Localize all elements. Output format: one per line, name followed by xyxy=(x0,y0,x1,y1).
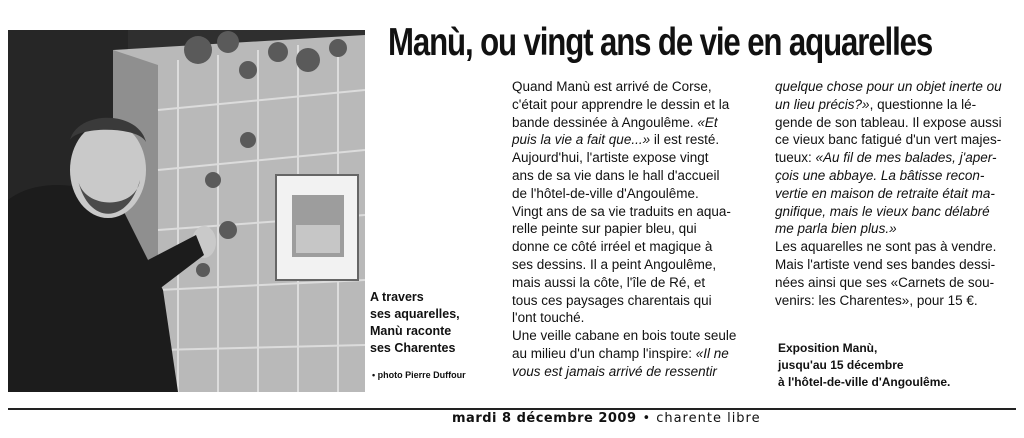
footer-separator: • xyxy=(642,411,651,426)
article-text-line: donne ce côté irréel et magique à xyxy=(512,239,713,255)
photo-caption xyxy=(370,289,500,357)
article-text-line: gende de son tableau. Il expose aussi xyxy=(775,114,1002,130)
info-line: jusqu'au 15 décembre xyxy=(778,358,904,372)
article-headline: Manù, ou vingt ans de vie en aquarelles xyxy=(388,21,933,64)
article-text-line: Aujourd'hui, l'artiste expose vingt xyxy=(512,150,709,166)
article-text-line: tueux: «Au fil de mes balades, j'aper- xyxy=(775,150,997,166)
article-text-line: Mais l'artiste vend ses bandes dessi- xyxy=(775,256,996,272)
photo-illustration xyxy=(8,30,365,392)
article-text-line: vous est jamais arrivé de ressentir xyxy=(512,363,717,379)
article-text-line: bande dessinée à Angoulême. «Et xyxy=(512,114,718,130)
article-text-line: gnifique, mais le vieux banc délabré xyxy=(775,203,990,219)
issue-date: mardi 8 décembre 2009 xyxy=(452,411,637,426)
article-text-line: de l'hôtel-de-ville d'Angoulême. xyxy=(512,185,699,201)
article-text-line: nées ainsi que ses «Carnets de sou- xyxy=(775,274,995,290)
article-text-line: Quand Manù est arrivé de Corse, xyxy=(512,79,712,94)
article-text-line: Vingt ans de sa vie traduits en aqua- xyxy=(512,203,731,219)
article-text-line: ans de sa vie dans le hall d'accueil xyxy=(512,167,720,183)
article-text-line: c'était pour apprendre le dessin et la xyxy=(512,96,730,112)
article-text-line: puis la vie a fait que...» il est resté. xyxy=(512,132,720,148)
caption-line: ses Charentes xyxy=(370,341,456,355)
article-text-line: Les aquarelles ne sont pas à vendre. xyxy=(775,239,997,255)
newspaper-name: charente libre xyxy=(656,411,761,426)
caption-line: Manù raconte xyxy=(370,324,452,338)
article-text-line: mais aussi la côte, l'île de Ré, et xyxy=(512,274,706,290)
article-text-line: ce vieux banc fatigué d'un vert majes- xyxy=(775,132,1002,148)
footer-rule xyxy=(8,408,1016,410)
article-text-line: quelque chose pour un objet inerte ou xyxy=(775,79,1002,94)
info-line: Exposition Manù, xyxy=(778,341,878,355)
article-column-1 xyxy=(512,78,752,381)
exhibition-info xyxy=(778,340,950,391)
info-line: à l'hôtel-de-ville d'Angoulême. xyxy=(778,375,951,389)
caption-line: ses aquarelles, xyxy=(370,307,460,321)
caption-line: A travers xyxy=(370,290,424,304)
article-text-line: venirs: les Charentes», pour 15 €. xyxy=(775,292,978,308)
article-text-line: me parla bien plus.» xyxy=(775,221,897,237)
photo-credit: • photo Pierre Duffour xyxy=(372,370,466,380)
article-photo xyxy=(8,30,365,392)
article-text-line: l'ont touché. xyxy=(512,310,585,326)
article-text-line: relle peinte sur papier bleu, qui xyxy=(512,221,697,237)
article-text-line: vertie en maison de retraite était ma- xyxy=(775,185,995,201)
article-text-line: au milieu d'un champ l'inspire: «Il ne xyxy=(512,345,729,361)
article-text-line: ses dessins. Il a peint Angoulême, xyxy=(512,256,717,272)
article-column-2 xyxy=(775,78,1015,309)
page-footer xyxy=(452,411,761,426)
article-text-line: tous ces paysages charentais qui xyxy=(512,292,712,308)
article-text-line: un lieu précis?», questionne la lé- xyxy=(775,96,977,112)
article-text-line: çois une abbaye. La bâtisse recon- xyxy=(775,167,985,183)
article-text-line: Une veille cabane en bois toute seule xyxy=(512,328,737,344)
